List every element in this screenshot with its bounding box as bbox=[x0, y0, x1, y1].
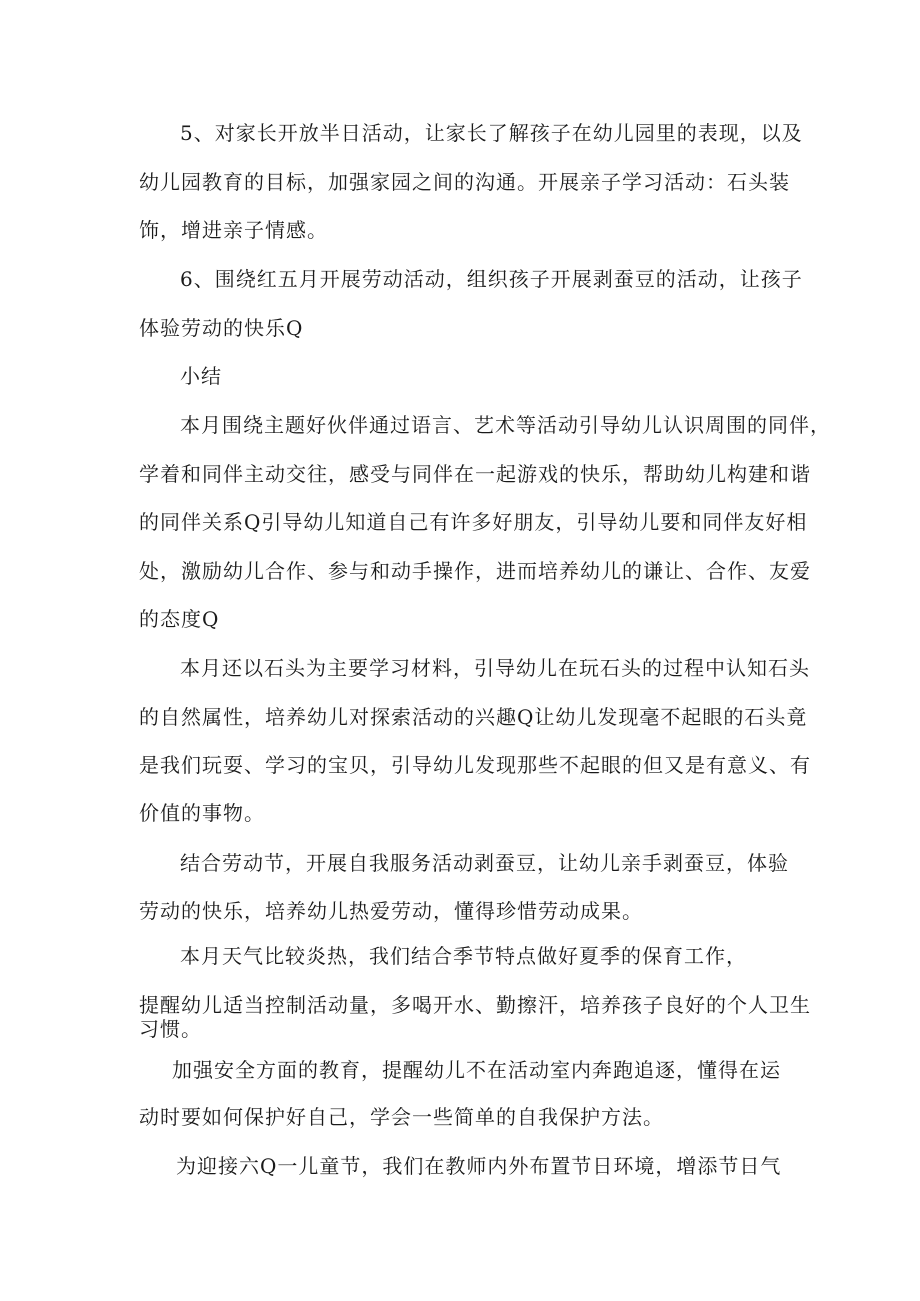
summary-p3-line-1: 结合劳动节，开展自我服务活动剥蚕豆，让幼儿亲手剥蚕豆，体验 bbox=[180, 851, 789, 875]
summary-p4-line-3: 习惯。 bbox=[139, 1017, 202, 1041]
summary-p1-line-5: 的态度Q bbox=[139, 607, 220, 631]
summary-p2-line-4: 价值的事物。 bbox=[139, 801, 265, 825]
summary-p5-line-2: 动时要如何保护好自己，学会一些简单的自我保护方法。 bbox=[139, 1105, 664, 1129]
section-heading: 小结 bbox=[180, 364, 222, 388]
summary-p1-line-2: 学着和同伴主动交往，感受与同伴在一起游戏的快乐，帮助幼儿构建和谐 bbox=[139, 462, 811, 486]
paragraph-5-line-1: 5、对家长开放半日活动，让家长了解孩子在幼儿园里的表现，以及 bbox=[180, 121, 803, 145]
summary-p1-line-4: 处，激励幼儿合作、参与和动手操作，进而培养幼儿的谦让、合作、友爱 bbox=[139, 559, 811, 583]
paragraph-6-line-1: 6、围绕红五月开展劳动活动，组织孩子开展剥蚕豆的活动，让孩子 bbox=[180, 267, 803, 291]
summary-p4-line-2: 提醒幼儿适当控制活动量，多喝开水、勤擦汗，培养孩子良好的个人卫生 bbox=[139, 993, 811, 1017]
summary-p2-line-3: 是我们玩耍、学习的宝贝，引导幼儿发现那些不起眼的但又是有意义、有 bbox=[139, 753, 811, 777]
summary-p6-line-1: 为迎接六Q一儿童节，我们在教师内外布置节日环境，增添节日气 bbox=[176, 1154, 782, 1178]
summary-p1-line-3: 的同伴关系Q引导幼儿知道自己有许多好朋友，引导幼儿要和同伴友好相 bbox=[139, 510, 808, 534]
paragraph-5-line-2: 幼儿园教育的目标，加强家园之间的沟通。开展亲子学习活动：石头装 bbox=[139, 170, 790, 194]
summary-p2-line-1: 本月还以石头为主要学习材料，引导幼儿在玩石头的过程中认知石头 bbox=[180, 656, 810, 680]
paragraph-5-line-3: 饰，增进亲子情感。 bbox=[139, 218, 328, 242]
summary-p1-line-1: 本月围绕主题好伙伴通过语言、艺术等活动引导幼儿认识周围的同伴， bbox=[180, 413, 831, 437]
paragraph-6-line-2: 体验劳动的快乐Q bbox=[139, 316, 304, 340]
summary-p2-line-2: 的自然属性，培养幼儿对探索活动的兴趣Q让幼儿发现毫不起眼的石头竟 bbox=[139, 705, 808, 729]
summary-p4-line-1: 本月天气比较炎热，我们结合季节特点做好夏季的保育工作， bbox=[180, 944, 747, 968]
summary-p5-line-1: 加强安全方面的教育，提醒幼儿不在活动室内奔跑追逐，懂得在运 bbox=[172, 1058, 781, 1082]
summary-p3-line-2: 劳动的快乐，培养幼儿热爱劳动，懂得珍惜劳动成果。 bbox=[139, 899, 643, 923]
